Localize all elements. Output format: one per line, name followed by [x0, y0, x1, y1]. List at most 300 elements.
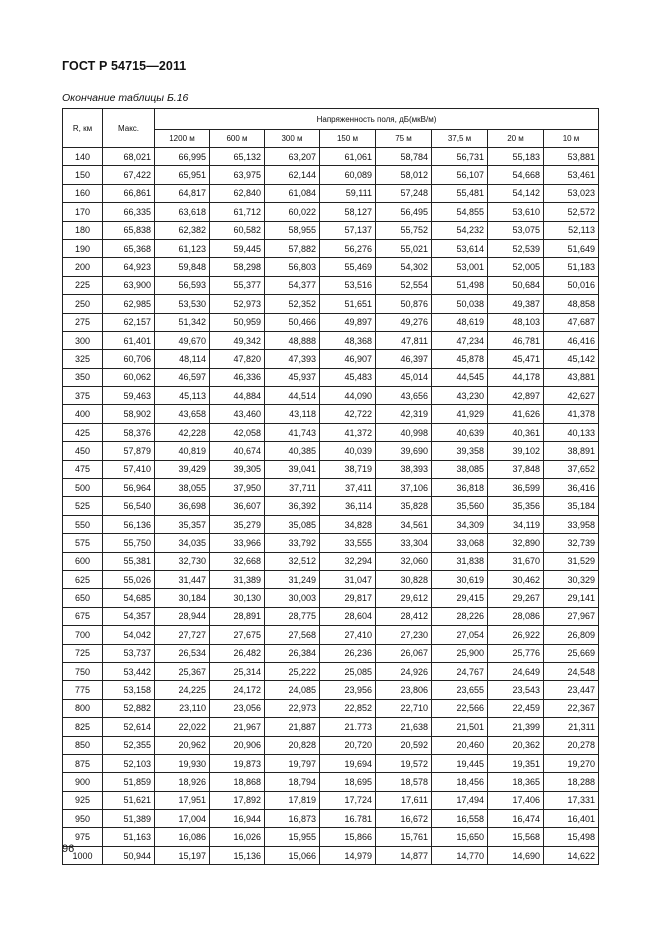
value-cell: 29,612 [376, 589, 432, 607]
value-cell: 35,279 [210, 515, 265, 533]
value-cell: 17,951 [155, 791, 210, 809]
max-value-cell: 52,882 [103, 699, 155, 717]
value-cell: 63,975 [210, 166, 265, 184]
value-cell: 41,929 [432, 405, 488, 423]
value-cell: 34,035 [155, 534, 210, 552]
value-cell: 26,534 [155, 644, 210, 662]
value-cell: 15,066 [265, 846, 320, 864]
value-cell: 35,085 [265, 515, 320, 533]
value-cell: 28,775 [265, 607, 320, 625]
value-cell: 60,582 [210, 221, 265, 239]
max-value-cell: 68,021 [103, 148, 155, 166]
value-cell: 34,828 [320, 515, 376, 533]
distance-cell: 875 [63, 754, 103, 772]
value-cell: 26,067 [376, 644, 432, 662]
value-cell: 24,085 [265, 681, 320, 699]
value-cell: 57,248 [376, 184, 432, 202]
value-cell: 25,367 [155, 662, 210, 680]
value-cell: 48,858 [544, 295, 599, 313]
value-cell: 27,727 [155, 626, 210, 644]
distance-cell: 200 [63, 258, 103, 276]
table-row [63, 460, 599, 478]
value-cell: 53,516 [320, 276, 376, 294]
max-value-cell: 58,376 [103, 423, 155, 441]
value-cell: 28,604 [320, 607, 376, 625]
max-value-cell: 51,621 [103, 791, 155, 809]
value-cell: 33,792 [265, 534, 320, 552]
max-value-cell: 60,062 [103, 368, 155, 386]
value-cell: 45,014 [376, 368, 432, 386]
value-cell: 29,267 [488, 589, 544, 607]
value-cell: 37,106 [376, 479, 432, 497]
value-cell: 46,416 [544, 331, 599, 349]
value-cell: 20,362 [488, 736, 544, 754]
value-cell: 20,962 [155, 736, 210, 754]
value-cell: 58,955 [265, 221, 320, 239]
value-cell: 47,820 [210, 350, 265, 368]
max-value-cell: 50,944 [103, 846, 155, 864]
value-cell: 25,669 [544, 644, 599, 662]
value-cell: 35,184 [544, 497, 599, 515]
value-cell: 56,107 [432, 166, 488, 184]
value-cell: 50,876 [376, 295, 432, 313]
value-cell: 55,377 [210, 276, 265, 294]
value-cell: 54,302 [376, 258, 432, 276]
value-cell: 19,270 [544, 754, 599, 772]
column-header-max: Макс. [103, 109, 155, 148]
value-cell: 64,817 [155, 184, 210, 202]
value-cell: 62,382 [155, 221, 210, 239]
value-cell: 54,855 [432, 203, 488, 221]
max-value-cell: 54,685 [103, 589, 155, 607]
value-cell: 25,900 [432, 644, 488, 662]
value-cell: 48,619 [432, 313, 488, 331]
column-header-height: 300 м [265, 130, 320, 148]
value-cell: 18,365 [488, 773, 544, 791]
value-cell: 42,897 [488, 387, 544, 405]
value-cell: 15,955 [265, 828, 320, 846]
value-cell: 26,236 [320, 644, 376, 662]
value-cell: 23,655 [432, 681, 488, 699]
value-cell: 43,656 [376, 387, 432, 405]
field-strength-table [62, 108, 599, 865]
distance-cell: 375 [63, 387, 103, 405]
value-cell: 26,809 [544, 626, 599, 644]
value-cell: 23,110 [155, 699, 210, 717]
value-cell: 45,878 [432, 350, 488, 368]
max-value-cell: 64,923 [103, 258, 155, 276]
value-cell: 53,530 [155, 295, 210, 313]
max-value-cell: 62,157 [103, 313, 155, 331]
value-cell: 16.781 [320, 810, 376, 828]
value-cell: 47,393 [265, 350, 320, 368]
value-cell: 25,222 [265, 662, 320, 680]
value-cell: 15,866 [320, 828, 376, 846]
distance-cell: 700 [63, 626, 103, 644]
distance-cell: 500 [63, 479, 103, 497]
max-value-cell: 58,902 [103, 405, 155, 423]
value-cell: 17,892 [210, 791, 265, 809]
max-value-cell: 62,985 [103, 295, 155, 313]
table-row [63, 699, 599, 717]
value-cell: 31,529 [544, 552, 599, 570]
value-cell: 40,819 [155, 442, 210, 460]
value-cell: 16,026 [210, 828, 265, 846]
max-value-cell: 51,859 [103, 773, 155, 791]
table-row [63, 368, 599, 386]
table-row [63, 350, 599, 368]
value-cell: 27,967 [544, 607, 599, 625]
table-row [63, 405, 599, 423]
value-cell: 23,447 [544, 681, 599, 699]
value-cell: 22,852 [320, 699, 376, 717]
distance-cell: 650 [63, 589, 103, 607]
value-cell: 19,930 [155, 754, 210, 772]
value-cell: 43,118 [265, 405, 320, 423]
value-cell: 30,329 [544, 570, 599, 588]
value-cell: 30,828 [376, 570, 432, 588]
value-cell: 42,228 [155, 423, 210, 441]
column-header-height: 150 м [320, 130, 376, 148]
column-header-height: 600 м [210, 130, 265, 148]
value-cell: 46,907 [320, 350, 376, 368]
value-cell: 18,578 [376, 773, 432, 791]
table-row [63, 276, 599, 294]
distance-cell: 775 [63, 681, 103, 699]
value-cell: 58,127 [320, 203, 376, 221]
value-cell: 22,973 [265, 699, 320, 717]
value-cell: 36,114 [320, 497, 376, 515]
value-cell: 52,973 [210, 295, 265, 313]
value-cell: 55,752 [376, 221, 432, 239]
value-cell: 33,966 [210, 534, 265, 552]
value-cell: 45,113 [155, 387, 210, 405]
value-cell: 48,888 [265, 331, 320, 349]
column-group-header: Напряженность поля, дБ(мкВ/м) [155, 109, 599, 130]
value-cell: 54,232 [432, 221, 488, 239]
value-cell: 42,058 [210, 423, 265, 441]
value-cell: 17,406 [488, 791, 544, 809]
value-cell: 56,276 [320, 239, 376, 257]
value-cell: 16,474 [488, 810, 544, 828]
value-cell: 20,460 [432, 736, 488, 754]
max-value-cell: 55,026 [103, 570, 155, 588]
value-cell: 36,416 [544, 479, 599, 497]
value-cell: 58,298 [210, 258, 265, 276]
value-cell: 31,047 [320, 570, 376, 588]
distance-cell: 140 [63, 148, 103, 166]
distance-cell: 750 [63, 662, 103, 680]
value-cell: 41,378 [544, 405, 599, 423]
value-cell: 20,828 [265, 736, 320, 754]
value-cell: 53,881 [544, 148, 599, 166]
value-cell: 61,123 [155, 239, 210, 257]
value-cell: 29,415 [432, 589, 488, 607]
max-value-cell: 56,136 [103, 515, 155, 533]
table-row [63, 607, 599, 625]
value-cell: 50,684 [488, 276, 544, 294]
value-cell: 52,554 [376, 276, 432, 294]
max-value-cell: 52,355 [103, 736, 155, 754]
value-cell: 15,197 [155, 846, 210, 864]
value-cell: 46,336 [210, 368, 265, 386]
value-cell: 23,543 [488, 681, 544, 699]
value-cell: 26,384 [265, 644, 320, 662]
value-cell: 39,102 [488, 442, 544, 460]
table-caption: Окончание таблицы Б.16 [62, 92, 189, 104]
distance-cell: 300 [63, 331, 103, 349]
value-cell: 57,137 [320, 221, 376, 239]
table-row [63, 681, 599, 699]
value-cell: 31,389 [210, 570, 265, 588]
value-cell: 41,372 [320, 423, 376, 441]
table-row [63, 828, 599, 846]
value-cell: 19,572 [376, 754, 432, 772]
value-cell: 26,922 [488, 626, 544, 644]
value-cell: 36,607 [210, 497, 265, 515]
value-cell: 33,958 [544, 515, 599, 533]
value-cell: 59,111 [320, 184, 376, 202]
max-value-cell: 51,389 [103, 810, 155, 828]
max-value-cell: 52,103 [103, 754, 155, 772]
distance-cell: 450 [63, 442, 103, 460]
value-cell: 45,471 [488, 350, 544, 368]
value-cell: 15,498 [544, 828, 599, 846]
value-cell: 51,651 [320, 295, 376, 313]
value-cell: 52,539 [488, 239, 544, 257]
value-cell: 44,545 [432, 368, 488, 386]
value-cell: 21,399 [488, 718, 544, 736]
value-cell: 62,144 [265, 166, 320, 184]
value-cell: 21,967 [210, 718, 265, 736]
column-header-height: 75 м [376, 130, 432, 148]
max-value-cell: 54,042 [103, 626, 155, 644]
max-value-cell: 53,442 [103, 662, 155, 680]
value-cell: 19,797 [265, 754, 320, 772]
value-cell: 61,712 [210, 203, 265, 221]
value-cell: 38,085 [432, 460, 488, 478]
value-cell: 17,819 [265, 791, 320, 809]
value-cell: 18,794 [265, 773, 320, 791]
distance-cell: 1000 [63, 846, 103, 864]
value-cell: 25,085 [320, 662, 376, 680]
max-value-cell: 66,335 [103, 203, 155, 221]
value-cell: 21,638 [376, 718, 432, 736]
value-cell: 39,429 [155, 460, 210, 478]
value-cell: 17,331 [544, 791, 599, 809]
value-cell: 47,687 [544, 313, 599, 331]
value-cell: 56,495 [376, 203, 432, 221]
table-row [63, 626, 599, 644]
value-cell: 15,568 [488, 828, 544, 846]
value-cell: 35,560 [432, 497, 488, 515]
value-cell: 45,937 [265, 368, 320, 386]
value-cell: 53,001 [432, 258, 488, 276]
table-row [63, 644, 599, 662]
table-row [63, 479, 599, 497]
distance-cell: 675 [63, 607, 103, 625]
value-cell: 16,944 [210, 810, 265, 828]
value-cell: 54,668 [488, 166, 544, 184]
table-row [63, 791, 599, 809]
value-cell: 22,022 [155, 718, 210, 736]
max-value-cell: 65,368 [103, 239, 155, 257]
value-cell: 19,445 [432, 754, 488, 772]
value-cell: 48,368 [320, 331, 376, 349]
value-cell: 25,776 [488, 644, 544, 662]
value-cell: 56,731 [432, 148, 488, 166]
value-cell: 58,012 [376, 166, 432, 184]
distance-cell: 575 [63, 534, 103, 552]
value-cell: 24,649 [488, 662, 544, 680]
distance-cell: 160 [63, 184, 103, 202]
value-cell: 39,305 [210, 460, 265, 478]
value-cell: 55,469 [320, 258, 376, 276]
value-cell: 56,593 [155, 276, 210, 294]
max-value-cell: 57,410 [103, 460, 155, 478]
table-row [63, 662, 599, 680]
value-cell: 20,720 [320, 736, 376, 754]
value-cell: 15,136 [210, 846, 265, 864]
value-cell: 49,276 [376, 313, 432, 331]
value-cell: 25,314 [210, 662, 265, 680]
value-cell: 59,848 [155, 258, 210, 276]
value-cell: 40,674 [210, 442, 265, 460]
value-cell: 22,459 [488, 699, 544, 717]
value-cell: 23,806 [376, 681, 432, 699]
column-header-height: 20 м [488, 130, 544, 148]
max-value-cell: 55,381 [103, 552, 155, 570]
table-row [63, 754, 599, 772]
value-cell: 49,670 [155, 331, 210, 349]
value-cell: 20,906 [210, 736, 265, 754]
table-row [63, 773, 599, 791]
value-cell: 47,234 [432, 331, 488, 349]
value-cell: 32,294 [320, 552, 376, 570]
value-cell: 16,401 [544, 810, 599, 828]
value-cell: 54,142 [488, 184, 544, 202]
table-row [63, 552, 599, 570]
value-cell: 28,944 [155, 607, 210, 625]
value-cell: 32,730 [155, 552, 210, 570]
value-cell: 53,461 [544, 166, 599, 184]
value-cell: 30,130 [210, 589, 265, 607]
value-cell: 20,592 [376, 736, 432, 754]
value-cell: 16,873 [265, 810, 320, 828]
value-cell: 40,133 [544, 423, 599, 441]
value-cell: 37,711 [265, 479, 320, 497]
value-cell: 17,611 [376, 791, 432, 809]
max-value-cell: 60,706 [103, 350, 155, 368]
value-cell: 59,445 [210, 239, 265, 257]
value-cell: 43,881 [544, 368, 599, 386]
table-row [63, 589, 599, 607]
value-cell: 34,309 [432, 515, 488, 533]
value-cell: 27,230 [376, 626, 432, 644]
value-cell: 53,614 [432, 239, 488, 257]
page-number: 96 [62, 843, 75, 855]
value-cell: 40,998 [376, 423, 432, 441]
value-cell: 19,351 [488, 754, 544, 772]
value-cell: 24,926 [376, 662, 432, 680]
max-value-cell: 54,357 [103, 607, 155, 625]
value-cell: 31,838 [432, 552, 488, 570]
table-row [63, 166, 599, 184]
value-cell: 34,119 [488, 515, 544, 533]
value-cell: 45,142 [544, 350, 599, 368]
table-row [63, 497, 599, 515]
value-cell: 18,926 [155, 773, 210, 791]
distance-cell: 425 [63, 423, 103, 441]
value-cell: 62,840 [210, 184, 265, 202]
distance-cell: 475 [63, 460, 103, 478]
value-cell: 30,184 [155, 589, 210, 607]
table-row [63, 810, 599, 828]
value-cell: 52,005 [488, 258, 544, 276]
table-row [63, 534, 599, 552]
table-row [63, 148, 599, 166]
value-cell: 21,887 [265, 718, 320, 736]
value-cell: 36,599 [488, 479, 544, 497]
value-cell: 52,113 [544, 221, 599, 239]
table-row [63, 387, 599, 405]
value-cell: 43,658 [155, 405, 210, 423]
value-cell: 50,016 [544, 276, 599, 294]
value-cell: 28,412 [376, 607, 432, 625]
value-cell: 14,770 [432, 846, 488, 864]
value-cell: 39,041 [265, 460, 320, 478]
value-cell: 54,377 [265, 276, 320, 294]
value-cell: 50,038 [432, 295, 488, 313]
value-cell: 32,512 [265, 552, 320, 570]
value-cell: 52,572 [544, 203, 599, 221]
value-cell: 47,811 [376, 331, 432, 349]
distance-cell: 600 [63, 552, 103, 570]
value-cell: 55,183 [488, 148, 544, 166]
value-cell: 61,084 [265, 184, 320, 202]
value-cell: 21,501 [432, 718, 488, 736]
value-cell: 56,803 [265, 258, 320, 276]
value-cell: 63,618 [155, 203, 210, 221]
distance-cell: 400 [63, 405, 103, 423]
value-cell: 27,410 [320, 626, 376, 644]
value-cell: 44,178 [488, 368, 544, 386]
distance-cell: 950 [63, 810, 103, 828]
value-cell: 26,482 [210, 644, 265, 662]
value-cell: 37,848 [488, 460, 544, 478]
value-cell: 42,319 [376, 405, 432, 423]
value-cell: 16,672 [376, 810, 432, 828]
table-row [63, 570, 599, 588]
value-cell: 14,877 [376, 846, 432, 864]
table-row [63, 203, 599, 221]
value-cell: 38,393 [376, 460, 432, 478]
value-cell: 32,739 [544, 534, 599, 552]
value-cell: 49,897 [320, 313, 376, 331]
value-cell: 14,622 [544, 846, 599, 864]
table-row [63, 442, 599, 460]
value-cell: 49,387 [488, 295, 544, 313]
max-value-cell: 61,401 [103, 331, 155, 349]
value-cell: 42,627 [544, 387, 599, 405]
value-cell: 28,891 [210, 607, 265, 625]
distance-cell: 900 [63, 773, 103, 791]
value-cell: 50,466 [265, 313, 320, 331]
distance-cell: 170 [63, 203, 103, 221]
value-cell: 27,568 [265, 626, 320, 644]
max-value-cell: 52,614 [103, 718, 155, 736]
distance-cell: 180 [63, 221, 103, 239]
